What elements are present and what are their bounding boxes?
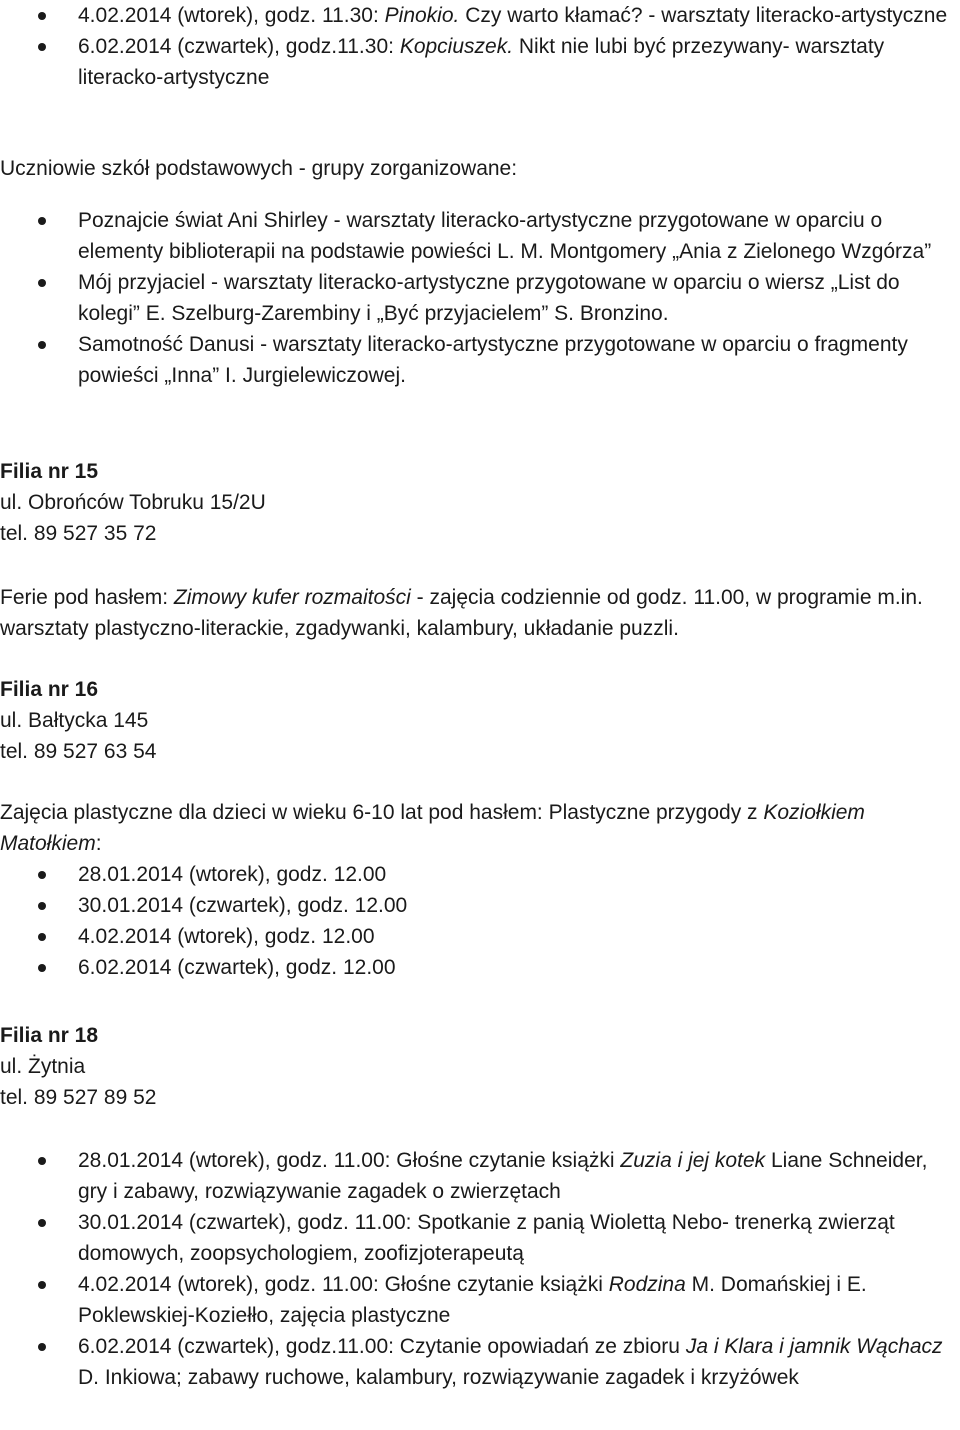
filia-18-phone: tel. 89 527 89 52 bbox=[0, 1086, 157, 1109]
filia-15-title: Filia nr 15 bbox=[0, 460, 99, 483]
list-item: 4.02.2014 (wtorek), godz. 11.30: Pinokio. Czy warto kłamać? - warsztaty literacko-artystyczne bbox=[0, 0, 960, 31]
filia-15-header bbox=[0, 456, 960, 549]
filia-15-description: Ferie pod hasłem: Zimowy kufer rozmaitości - zajęcia codziennie od godz. 11.00, w programie m.in. warsztaty plastyczno-literackie, zgadywanki, kalambury, układanie puzzli. bbox=[0, 586, 923, 640]
list-item: 6.02.2014 (czwartek), godz.11.00: Czytanie opowiadań ze zbioru Ja i Klara i jamnik Wąchacz D. Inkiowa; zabawy ruchowe, kalambury, rozwiązywanie zagadek i krzyżówek bbox=[0, 1331, 960, 1393]
list-item: 28.01.2014 (wtorek), godz. 12.00 bbox=[0, 859, 960, 890]
filia-16-intro: Zajęcia plastyczne dla dzieci w wieku 6-10 lat pod hasłem: Plastyczne przygody z Koziołkiem Matołkiem: bbox=[0, 801, 865, 855]
filia-18-address: ul. Żytnia bbox=[0, 1055, 86, 1078]
filia-16-address: ul. Bałtycka 145 bbox=[0, 709, 149, 732]
filia-16-dates-section bbox=[0, 859, 960, 983]
schools-section bbox=[0, 205, 960, 391]
filia-15-phone: tel. 89 527 35 72 bbox=[0, 522, 157, 545]
list-item: 30.01.2014 (czwartek), godz. 11.00: Spotkanie z panią Wiolettą Nebo- trenerką zwierząt domowych, zoopsychologiem, zoofizjoterapeutą bbox=[0, 1207, 960, 1269]
schools-heading: Uczniowie szkół podstawowych - grupy zorganizowane: bbox=[0, 157, 518, 180]
filia-16-header bbox=[0, 674, 960, 767]
list-item: Samotność Danusi - warsztaty literacko-artystyczne przygotowane w oparciu o fragmenty powieści „Inna” I. Jurgielewiczowej. bbox=[0, 329, 960, 391]
list-item: 4.02.2014 (wtorek), godz. 12.00 bbox=[0, 921, 960, 952]
list-item: 4.02.2014 (wtorek), godz. 11.00: Głośne czytanie książki Rodzina M. Domańskiej i E. Poklewskiej-Koziełło, zajęcia plastyczne bbox=[0, 1269, 960, 1331]
schools-list bbox=[0, 205, 960, 391]
list-item: 6.02.2014 (czwartek), godz. 12.00 bbox=[0, 952, 960, 983]
filia-18-events-list bbox=[0, 1145, 960, 1393]
filia-16-phone: tel. 89 527 63 54 bbox=[0, 740, 157, 763]
top-events-list bbox=[0, 0, 960, 93]
list-item: 30.01.2014 (czwartek), godz. 12.00 bbox=[0, 890, 960, 921]
filia-18-header bbox=[0, 1020, 960, 1113]
filia-16-dates-list bbox=[0, 859, 960, 983]
filia-15-address: ul. Obrońców Tobruku 15/2U bbox=[0, 491, 266, 514]
top-events-section bbox=[0, 0, 960, 93]
filia-16-title: Filia nr 16 bbox=[0, 678, 99, 701]
filia-18-events-section bbox=[0, 1145, 960, 1393]
list-item: 6.02.2014 (czwartek), godz.11.30: Kopciuszek. Nikt nie lubi być przezywany- warsztaty literacko-artystyczne bbox=[0, 31, 960, 93]
list-item: Poznajcie świat Ani Shirley - warsztaty literacko-artystyczne przygotowane w oparciu o elementy biblioterapii na podstawie powieści L. M. Montgomery „Ania z Zielonego Wzgórza” bbox=[0, 205, 960, 267]
list-item: 28.01.2014 (wtorek), godz. 11.00: Głośne czytanie książki Zuzia i jej kotek Liane Schneider, gry i zabawy, rozwiązywanie zagadek o zwierzętach bbox=[0, 1145, 960, 1207]
filia-18-title: Filia nr 18 bbox=[0, 1024, 99, 1047]
list-item: Mój przyjaciel - warsztaty literacko-artystyczne przygotowane w oparciu o wiersz „List do kolegi” E. Szelburg-Zarembiny i „Być przyjacielem” S. Bronzino. bbox=[0, 267, 960, 329]
